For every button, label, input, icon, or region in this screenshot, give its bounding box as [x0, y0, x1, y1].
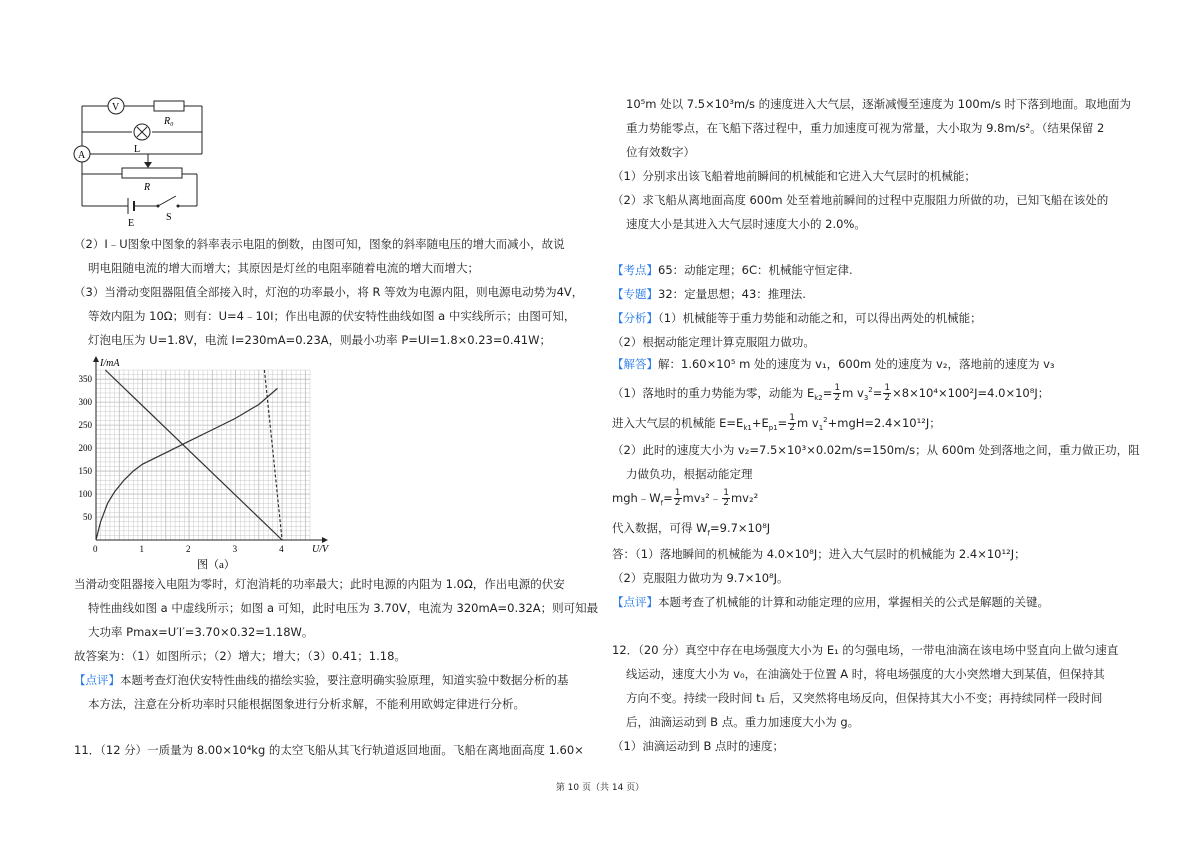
- y-axis-label: I/mA: [100, 358, 120, 369]
- solution-3-l2: 力做负功，根据动能定理: [626, 467, 753, 481]
- right-q11-1: （1）分别求出该飞船着地前瞬间的机械能和它进入大气层时的机械能；: [612, 169, 976, 183]
- chart-caption: 图（a）: [197, 559, 235, 571]
- right-q11-l3: 位有效数字）: [626, 145, 695, 159]
- solution-1c: ×8×10⁴×100²J=4.0×10⁸J；: [892, 385, 1050, 400]
- right-q11-l1: 10⁵m 处以 7.5×10³m/s 的速度进入大气层，逐渐减慢至速度为 100m/s 时下落到地面。取地面为: [626, 97, 1131, 111]
- dianping-line: [612, 594, 1049, 610]
- left-p3-l3: 灯泡电压为 U=1.8V，电流 I=230mA=0.23A，则最小功率 P=UI=1.8×0.23=0.41W；: [88, 333, 551, 347]
- y-tick-label: 100: [78, 489, 92, 500]
- kaodian-tag: 【考点】: [612, 263, 658, 277]
- left-p4-l3: 大功率 Pmax=U′I′=3.70×0.32=1.18W。: [88, 625, 314, 639]
- left-p4-l2: 特性曲线如图 a 中虚线所示；如图 a 可知，此时电压为 3.70V，电流为 320mA=0.32A；则可知最: [88, 601, 599, 615]
- x-tick-label: 3: [232, 544, 238, 554]
- solution-5: 代入数据，可得 $W_f=9.7\times 10^8J$: [612, 521, 771, 538]
- comment-text: 本题考查灯泡伏安特性曲线的描绘实验，要注意明确实验原理，知道实验中数据分析的基: [120, 673, 569, 687]
- y-tick-label: 350: [78, 374, 92, 385]
- solution-4b: mv₃²﹣: [682, 491, 722, 505]
- rheostat-label: R: [144, 182, 151, 193]
- x-tick-label: 0: [93, 544, 98, 554]
- solution-2b: m v: [797, 415, 819, 430]
- zhuanti-text: 32：定量思想；43：推理法.: [658, 287, 806, 301]
- y-tick-label: 150: [78, 466, 92, 477]
- right-q11-2-l2: 速度大小是其进入大气层时速度大小的 2.0%。: [626, 217, 866, 231]
- y-tick-label: 50: [83, 512, 92, 523]
- left-answer: 故答案为：（1）如图所示；（2）增大；增大；（3）0.41；1.18。: [74, 649, 406, 663]
- zhuanti-tag: 【专题】: [612, 287, 658, 301]
- answer-2: （2）克服阻力做功为 9.7×10⁸J。: [612, 571, 789, 585]
- solution-1a: （1）落地时的重力势能为零，动能为 E: [612, 385, 815, 400]
- fenxi-2: （2）根据动能定理计算克服阻力做功。: [612, 335, 815, 349]
- kaodian-line: [612, 262, 853, 278]
- right-q11-2-l1: （2）求飞船从离地面高度 600m 处至着地前瞬间的过程中克服阻力所做的功，已知飞船在该处的: [612, 193, 1109, 207]
- left-q11: 11．（12 分）一质量为 8.00×10⁴kg 的太空飞船从其飞行轨道返回地面。飞船在离地面高度 1.60×: [74, 743, 584, 757]
- q12-l2: 线运动，速度大小为 v₀，在油滴处于位置 A 时，将电场强度的大小突然增大到某值，但保持其: [626, 667, 1105, 681]
- page-footer: 第 10 页（共 14 页）: [555, 783, 645, 793]
- answer-1: 答：（1）落地瞬间的机械能为 4.0×10⁸J；进入大气层时的机械能为 2.4×10¹²J；: [612, 547, 1026, 561]
- ammeter-label: A: [78, 150, 86, 161]
- x-tick-label: 4: [279, 544, 284, 554]
- r0-label: R₀: [164, 116, 174, 127]
- x-tick-label: 2: [186, 544, 191, 554]
- zhuanti-line: [612, 286, 806, 302]
- voltmeter-label: V: [112, 102, 120, 113]
- solution-2: 进入大气层的机械能 $E=E_{k1}+E_{p1}=$ $\frac{1}{2}$ m $v_1^2+mgH=2.4\times 10^{12}J$；: [612, 412, 941, 433]
- q12-l1: 12．（20 分）真空中存在电场强度大小为 E₁ 的匀强电场，一带电油滴在该电场中竖直向上做匀速直: [612, 643, 1119, 657]
- solution-4a: mgh﹣W: [612, 491, 661, 505]
- left-p4-l1: 当滑动变阻器接入电阻为零时，灯泡消耗的功率最大；此时电源的内阻为 1.0Ω，作出电源的伏安: [74, 577, 565, 591]
- y-tick-label: 200: [78, 443, 92, 454]
- solution-5a: 代入数据，可得 W: [612, 521, 708, 535]
- solution-1: （1）落地时的重力势能为零，动能为 $E_{k2}=$ $\frac{1}{2}$ m $v_3^2=$ $\frac{1}{2}$ ×8×10⁴×100²J=4.0×10⁸J；: [612, 382, 1050, 403]
- iu-chart: [66, 356, 346, 576]
- left-p2-l2: 明电阻随电流的增大而增大；其原因是灯丝的电阻率随着电流的增大而增大；: [88, 261, 479, 275]
- q12-1: （1）油滴运动到 B 点时的速度；: [612, 739, 785, 753]
- y-tick-label: 250: [78, 420, 92, 431]
- x-axis-arrow: [322, 537, 328, 543]
- left-p2-l1: （2）I﹣U图象中图象的斜率表示电阻的倒数，由图可知，图象的斜率随电压的增大而减小，故说: [74, 237, 565, 251]
- switch-label: S: [166, 212, 172, 223]
- q12-l3: 方向不变。持续一段时间 t₁ 后，又突然将电场反向，但保持其大小不变；再持续同样一段时间: [626, 691, 1103, 705]
- x-axis-label: U/V: [312, 544, 329, 555]
- dianping-text: 本题考查了机械能的计算和动能定理的应用，掌握相关的公式是解题的关键。: [658, 595, 1049, 609]
- circuit-diagram: [72, 86, 212, 226]
- solution-5b: =9.7×10⁸J: [710, 521, 771, 535]
- fenxi-text: （1）机械能等于重力势能和动能之和，可以得出两处的机械能；: [658, 311, 982, 325]
- y-tick-label: 300: [78, 397, 92, 408]
- battery-label: E: [128, 218, 135, 226]
- solution-2a: 进入大气层的机械能 E=E: [612, 415, 744, 430]
- left-comment-l2: 本方法，注意在分析功率时只能根据图象进行分析求解，不能利用欧姆定律进行分析。: [88, 697, 525, 711]
- left-p3-l1: （3）当滑动变阻器阻值全部接入时，灯泡的功率最小，将 R 等效为电源内阻，则电源电动势为4V，: [74, 285, 584, 299]
- lamp-label: L: [134, 144, 141, 155]
- x-tick-label: 1: [139, 544, 145, 554]
- jieda-tag: 【解答】: [612, 357, 658, 371]
- y-axis-arrow: [93, 356, 99, 362]
- comment-tag: 【点评】: [74, 673, 120, 687]
- solution-3-l1: （2）此时的速度大小为 v₂=7.5×10³×0.02m/s=150m/s；从 600m 处到落地之间，重力做正功，阻: [612, 443, 1140, 457]
- fenxi-tag: 【分析】: [612, 311, 658, 325]
- solution-1b: m v: [842, 385, 864, 400]
- jieda-text: 解：1.60×10⁵ m 处的速度为 v₁，600m 处的速度为 v₂，落地前的速度为 v₃: [658, 357, 1055, 371]
- fenxi-line: [612, 310, 982, 326]
- left-comment-l1: [74, 672, 569, 688]
- dianping-tag: 【点评】: [612, 595, 658, 609]
- kaodian-text: 65：动能定理；6C：机械能守恒定律.: [658, 263, 853, 277]
- jieda-line: [612, 356, 1055, 372]
- solution-2c: +mgH=2.4×10¹²J；: [827, 415, 941, 430]
- series-line-3: [264, 370, 282, 540]
- right-q11-l2: 重力势能零点，在飞船下落过程中，重力加速度可视为常量，大小取为 9.8m/s²。（结果保留 2: [626, 121, 1105, 135]
- q12-l4: 后，油滴运动到 B 点。重力加速度大小为 g。: [626, 715, 860, 729]
- solution-4c: mv₂²: [730, 491, 759, 505]
- left-p3-l2: 等效内阻为 10Ω；则有：U=4﹣10I；作出电源的伏安特性曲线如图 a 中实线所示；由图可知，: [88, 309, 576, 323]
- solution-4: $mgh﹣W_f=$ $\frac{1}{2}$ mv₃²﹣ $\frac{1}{2}$ mv₂²: [612, 488, 759, 508]
